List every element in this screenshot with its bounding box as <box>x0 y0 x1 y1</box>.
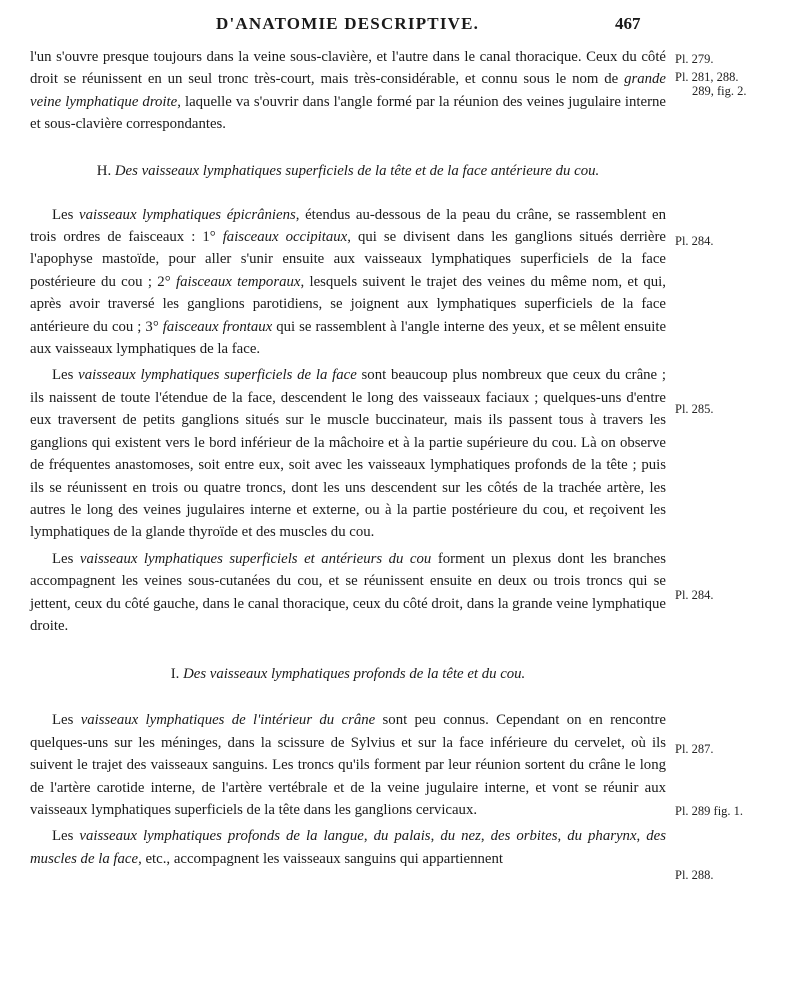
term-epicraniens: vaisseaux lymphatiques épicrâniens <box>79 206 296 223</box>
text-run: , lesquels suivent le trajet des veines du même nom, et qui, après avoir traversé les ganglions parotidiens, se joignent aux lymphatiques superficiels de la face antérieure du cou ; 3° <box>30 273 666 335</box>
section-title: Des vaisseaux lymphatiques superficiels de la tête et de la face antérieure du cou. <box>114 162 600 179</box>
text-run: , <box>557 828 568 845</box>
margin-note-pl289: 289, fig. 2. <box>692 84 747 98</box>
term-grande-veine: grande veine lymphatique droite <box>30 71 666 110</box>
text-run: Les <box>52 712 81 729</box>
term-palais: du palais <box>373 828 431 845</box>
margin-note-pl285: Pl. 285. <box>675 402 714 416</box>
margin-note-pl287: Pl. 287. <box>675 742 714 756</box>
text-run: , <box>430 828 441 845</box>
text-run: l'un s'ouvre presque toujours dans la veine sous-clavière, et l'autre dans le canal thoracique. Ceux du côté droit se réunissent en un seul tronc très-court, mais très-considérable, et connu sous le nom de <box>30 49 666 88</box>
text-run: , <box>636 828 647 845</box>
margin-note-pl289-fig1: Pl. 289 fig. 1. <box>675 804 744 818</box>
term-frontaux: faisceaux frontaux <box>162 318 273 335</box>
text-run: , étendus au-dessous de la peau du crâne, se rassemblent en trois ordres de faisceaux : 1° <box>30 206 666 246</box>
text-run: sont beaucoup plus nombreux que ceux du crâne ; ils naissent de toute l'étendue de la face, descendent le long des vaisseaux faciaux ; quelques-uns d'entre eux traversent de petits ganglions situés sur le muscle buccinateur, mais ils passent tous à travers les ganglions qui existent vers le bord inférieur de la mâchoire et à la partie supérieure du cou. Là on observe de fréquentes anastomoses, soit entre eux, soit avec les vaisseaux lymphatiques profonds de la tête ; puis ils se réunissent en trois ou quatre troncs, dont les uns descendent sur les côtés de la trachée artère, les autres le long des veines jugulaires interne et externe, ou à la partie postérieure du cou, et reçoivent les lymphatiques de la glande thyroïde et des muscles du cou. <box>30 367 666 541</box>
term-nez: du nez <box>440 828 481 845</box>
text-run: qui se rassemblent à l'angle interne des yeux, et se mêlent ensuite aux vaisseaux lymphatiques de la face. <box>30 318 667 358</box>
paragraph-cou <box>30 548 666 638</box>
margin-note-pl288: Pl. 288. <box>675 868 714 882</box>
margin-note-pl281: Pl. 281, 288. <box>675 70 739 84</box>
page-number: 467 <box>615 14 641 33</box>
section-heading-i <box>30 663 666 685</box>
term-temporaux: faisceaux temporaux <box>175 273 301 290</box>
term-langue: vaisseaux lymphatiques profonds de la langue <box>79 828 364 845</box>
paragraph-profonds <box>30 825 666 870</box>
term-interieur-crane: vaisseaux lymphatiques de l'intérieur du crâne <box>80 712 376 729</box>
paragraph-intro <box>30 46 666 136</box>
term-anterieurs-cou: vaisseaux lymphatiques superficiels et antérieurs du cou <box>79 550 432 567</box>
text-run: , etc., accompagnent les vaisseaux sanguins qui appartiennent <box>138 850 503 867</box>
margin-note-pl284b: Pl. 284. <box>675 588 714 602</box>
term-superficiels-face: vaisseaux lymphatiques superficiels de la face <box>78 367 357 384</box>
text-run: sont peu connus. Cependant on en rencontre quelques-uns sur les méninges, dans la scissure de Sylvius et sur la face inférieure du cervelet, où ils suivent le trajet des vaisseaux sanguins. Les troncs qu'ils forment par leur réunion sortent du crâne le long de l'artère carotide interne, de l'artère vertébrale et de la veine jugulaire interne, et vont se réunir aux vaisseaux lymphatiques superficiels de la tête dans les ganglions cervicaux. <box>30 712 666 818</box>
margin-note-pl284a: Pl. 284. <box>675 234 714 248</box>
paragraph-crane <box>30 709 666 821</box>
text-run: forment un plexus dont les branches accompagnent les veines sous-cutanées du cou, et se réunissent ensuite en deux ou trois troncs qui se jettent, ceux du côté gauche, dans le canal thoracique, ceux du côté droit, dans la grande veine lymphatique droite. <box>30 550 667 634</box>
running-title: D'ANATOMIE DESCRIPTIVE. <box>216 14 480 33</box>
text-run: Les <box>52 367 79 384</box>
margin-note-pl279: Pl. 279. <box>675 52 714 66</box>
term-occipitaux: faisceaux occipitaux <box>222 229 348 246</box>
paragraph-epicraniens <box>30 204 666 361</box>
section-title: Des vaisseaux lymphatiques profonds de la tête et du cou. <box>183 666 526 683</box>
section-letter: H. <box>96 162 112 179</box>
section-letter: I. <box>170 666 180 683</box>
text-run: , laquelle va s'ouvrir dans l'angle formé par la réunion des veines jugulaire interne et sous-clavière correspondantes. <box>30 93 666 133</box>
text-run: Les <box>52 828 80 845</box>
text-run: Les <box>52 206 79 223</box>
term-pharynx: du pharynx <box>567 828 637 845</box>
text-run: , <box>480 828 491 845</box>
text-run: , qui se divisent dans les ganglions situés derrière l'apophyse mastoïde, pour aller s'unir ensuite aux vaisseaux lymphatiques superficiels de la face postérieure du cou ; 2° <box>30 229 666 290</box>
term-muscles-face: des muscles de la face <box>30 828 666 867</box>
term-orbites: des orbites <box>490 828 558 845</box>
paragraph-face <box>30 364 666 543</box>
section-heading-h <box>30 160 666 182</box>
text-run: , <box>363 828 374 845</box>
body-text <box>30 46 666 870</box>
text-run: Les <box>52 550 80 567</box>
running-header <box>0 14 800 42</box>
